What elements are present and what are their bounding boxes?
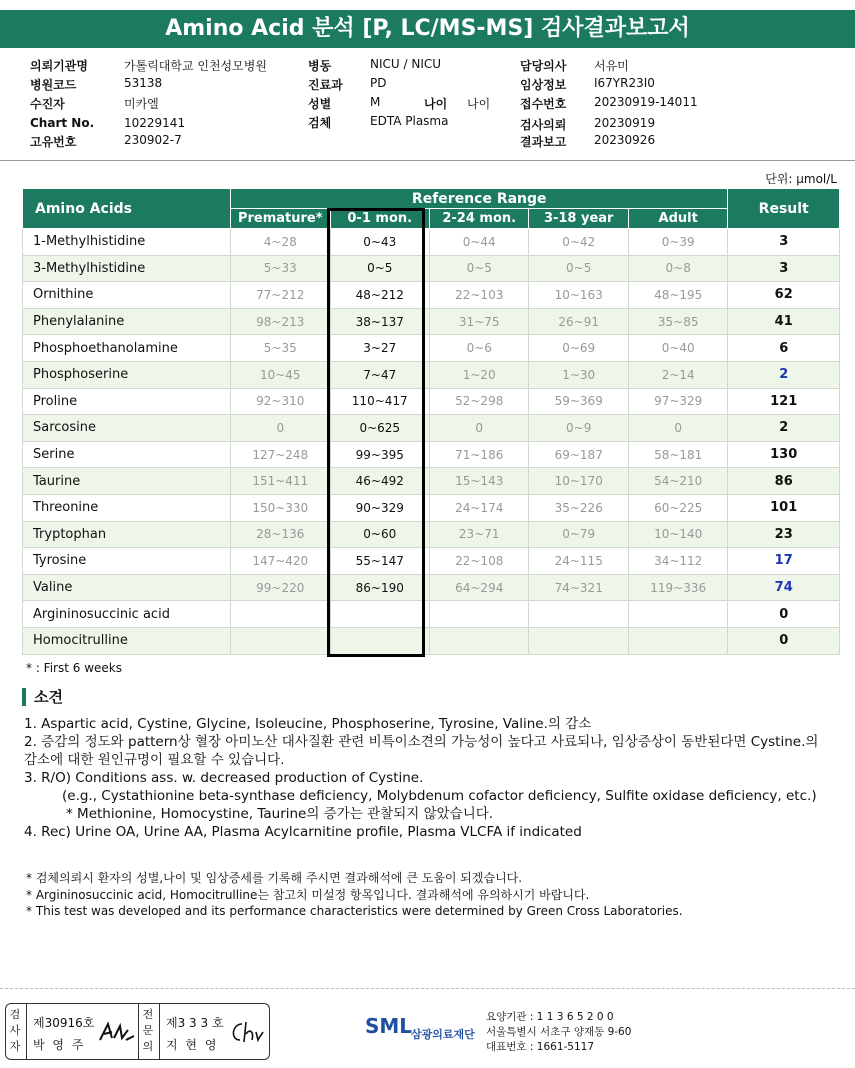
examinee-label: 수진자 bbox=[30, 97, 65, 111]
reference-range-cell: 0~5 bbox=[429, 255, 528, 282]
reference-range-cell: 0 bbox=[628, 415, 727, 442]
lab-logo bbox=[365, 1014, 485, 1044]
reference-range-cell: 92~310 bbox=[231, 388, 330, 415]
reference-range-cell: 110~417 bbox=[330, 388, 429, 415]
reference-range-cell: 46~492 bbox=[330, 468, 429, 495]
amino-acid-name: 1-Methylhistidine bbox=[23, 229, 231, 256]
specimen-label: 검체 bbox=[308, 116, 332, 130]
amino-acid-name: Proline bbox=[23, 388, 231, 415]
examiner-no: 제30916호 bbox=[33, 1016, 95, 1030]
reference-range-cell: 52~298 bbox=[429, 388, 528, 415]
chart-no-label: Chart No. bbox=[30, 116, 95, 130]
amino-acid-name: Taurine bbox=[23, 468, 231, 495]
examinee-value: 미카엘 bbox=[124, 97, 159, 111]
amino-acid-name: Serine bbox=[23, 441, 231, 468]
unit-label: 단위: μmol/L bbox=[765, 172, 837, 186]
report-date-label: 결과보고 bbox=[520, 135, 567, 149]
reference-range-cell: 0~44 bbox=[429, 229, 528, 256]
table-row bbox=[23, 548, 840, 575]
reference-range-cell: 48~212 bbox=[330, 282, 429, 309]
sig-divider bbox=[26, 1004, 27, 1059]
reference-range-cell: 69~187 bbox=[529, 441, 628, 468]
result-cell: 62 bbox=[728, 282, 840, 309]
table-row bbox=[23, 521, 840, 548]
reference-range-cell bbox=[628, 627, 727, 654]
reference-range-cell: 0~9 bbox=[529, 415, 628, 442]
reference-range-cell: 15~143 bbox=[429, 468, 528, 495]
lab-phone: 대표번호 : 1661-5117 bbox=[486, 1041, 595, 1053]
ward-value: NICU / NICU bbox=[370, 57, 442, 71]
request-date-label: 검사의뢰 bbox=[520, 118, 567, 132]
hospital-code-value: 53138 bbox=[124, 76, 163, 90]
specialist-label: 전문의 bbox=[142, 1008, 154, 1053]
header-premature: Premature* bbox=[231, 209, 330, 229]
opinion-line: 감소에 대한 원인규명이 필요할 수 있습니다. bbox=[24, 752, 285, 768]
sig-divider bbox=[159, 1004, 160, 1059]
notes bbox=[26, 870, 683, 920]
opinion-title: 소견 bbox=[22, 688, 63, 706]
reference-range-cell: 119~336 bbox=[628, 574, 727, 601]
reference-range-cell: 64~294 bbox=[429, 574, 528, 601]
table-row bbox=[23, 468, 840, 495]
reference-range-cell: 38~137 bbox=[330, 308, 429, 335]
reference-range-cell: 0~79 bbox=[529, 521, 628, 548]
reference-range-cell: 24~115 bbox=[529, 548, 628, 575]
doctor-value: 서유미 bbox=[594, 59, 629, 73]
reference-range-cell bbox=[529, 601, 628, 628]
patient-info bbox=[0, 50, 855, 160]
footnote: * : First 6 weeks bbox=[26, 661, 122, 675]
reference-range-cell: 0~6 bbox=[429, 335, 528, 362]
reference-range-cell: 3~27 bbox=[330, 335, 429, 362]
amino-acid-name: Tyrosine bbox=[23, 548, 231, 575]
reference-range-cell: 151~411 bbox=[231, 468, 330, 495]
opinion-line: 3. R/O) Conditions ass. w. decreased production of Cystine. bbox=[24, 770, 424, 786]
request-date-value: 20230919 bbox=[594, 116, 656, 130]
reference-range-cell: 71~186 bbox=[429, 441, 528, 468]
reference-range-cell: 99~395 bbox=[330, 441, 429, 468]
reference-range-cell: 0~39 bbox=[628, 229, 727, 256]
highlight-0-1-mon-column bbox=[327, 208, 425, 657]
doctor-label: 담당의사 bbox=[520, 59, 567, 73]
examiner-name: 박 영 주 bbox=[33, 1038, 86, 1052]
header-result: Result bbox=[728, 189, 840, 229]
opinion-line: (e.g., Cystathionine beta-synthase deficiency, Molybdenum cofactor deficiency, Sulfite oxidase deficiency, etc.) bbox=[62, 788, 817, 804]
reference-range-cell: 4~28 bbox=[231, 229, 330, 256]
dept-value: PD bbox=[370, 76, 387, 90]
result-cell: 101 bbox=[728, 494, 840, 521]
reference-range-cell: 10~170 bbox=[529, 468, 628, 495]
age-label: 나이 bbox=[424, 97, 448, 111]
result-cell: 0 bbox=[728, 601, 840, 628]
result-cell: 41 bbox=[728, 308, 840, 335]
header-reference-range: Reference Range bbox=[231, 189, 728, 209]
reference-range-cell: 34~112 bbox=[628, 548, 727, 575]
reference-range-cell: 0~60 bbox=[330, 521, 429, 548]
reference-range-cell: 1~30 bbox=[529, 361, 628, 388]
reference-range-cell: 23~71 bbox=[429, 521, 528, 548]
reference-range-cell: 10~140 bbox=[628, 521, 727, 548]
reference-range-cell: 59~369 bbox=[529, 388, 628, 415]
specialist-name: 지 현 영 bbox=[166, 1038, 219, 1052]
amino-acid-name: 3-Methylhistidine bbox=[23, 255, 231, 282]
reference-range-cell: 55~147 bbox=[330, 548, 429, 575]
reference-range-cell: 10~45 bbox=[231, 361, 330, 388]
result-cell: 3 bbox=[728, 255, 840, 282]
age-value: 나이 bbox=[467, 97, 491, 111]
institution-value: 가톨릭대학교 인천성모병원 bbox=[124, 59, 267, 73]
divider bbox=[0, 160, 855, 161]
amino-acid-name: Valine bbox=[23, 574, 231, 601]
reference-range-cell: 35~226 bbox=[529, 494, 628, 521]
amino-acid-name: Threonine bbox=[23, 494, 231, 521]
reference-range-cell: 74~321 bbox=[529, 574, 628, 601]
opinion-comments bbox=[24, 715, 834, 841]
chart-no-value: 10229141 bbox=[124, 116, 186, 130]
reference-range-cell: 97~329 bbox=[628, 388, 727, 415]
amino-acid-name: Sarcosine bbox=[23, 415, 231, 442]
result-cell: 2 bbox=[728, 361, 840, 388]
reference-range-cell: 0~40 bbox=[628, 335, 727, 362]
table-row bbox=[23, 361, 840, 388]
table-row bbox=[23, 388, 840, 415]
reference-range-cell bbox=[628, 601, 727, 628]
header-0-1-mon: 0-1 mon. bbox=[330, 209, 429, 229]
table-row bbox=[23, 574, 840, 601]
opinion-line: 4. Rec) Urine OA, Urine AA, Plasma Acylcarnitine profile, Plasma VLCFA if indicated bbox=[24, 824, 582, 840]
opinion-line: * Methionine, Homocystine, Taurine의 증가는 관찰되지 않았습니다. bbox=[66, 806, 494, 822]
result-cell: 23 bbox=[728, 521, 840, 548]
reference-range-cell: 99~220 bbox=[231, 574, 330, 601]
lab-code: 요양기관 : 1 1 3 6 5 2 0 0 bbox=[486, 1011, 614, 1023]
header-amino-acids: Amino Acids bbox=[23, 189, 231, 229]
note-line: * 검체의뢰시 환자의 성별,나이 및 임상증세를 기록해 주시면 결과해석에 큰 도움이 되겠습니다. bbox=[26, 871, 523, 885]
sex-value: M bbox=[370, 95, 381, 109]
amino-acid-name: Phosphoethanolamine bbox=[23, 335, 231, 362]
clinical-label: 임상정보 bbox=[520, 78, 567, 92]
table-row bbox=[23, 441, 840, 468]
result-cell: 121 bbox=[728, 388, 840, 415]
reference-range-cell: 7~47 bbox=[330, 361, 429, 388]
result-cell: 74 bbox=[728, 574, 840, 601]
reference-range-cell: 0~69 bbox=[529, 335, 628, 362]
amino-acid-name: Phosphoserine bbox=[23, 361, 231, 388]
report-date-value: 20230926 bbox=[594, 133, 656, 147]
reference-range-cell: 31~75 bbox=[429, 308, 528, 335]
reference-range-cell: 35~85 bbox=[628, 308, 727, 335]
signature-box bbox=[5, 1003, 270, 1060]
reference-range-cell: 22~108 bbox=[429, 548, 528, 575]
reference-range-cell: 5~35 bbox=[231, 335, 330, 362]
specimen-value: EDTA Plasma bbox=[370, 114, 449, 128]
reference-range-cell: 0~42 bbox=[529, 229, 628, 256]
reference-range-cell: 26~91 bbox=[529, 308, 628, 335]
reference-range-cell: 90~329 bbox=[330, 494, 429, 521]
sex-label: 성별 bbox=[308, 97, 332, 111]
reference-range-cell: 1~20 bbox=[429, 361, 528, 388]
opinion-line: 1. Aspartic acid, Cystine, Glycine, Isoleucine, Phosphoserine, Tyrosine, Valine.의 감소 bbox=[24, 716, 592, 732]
lab-info bbox=[486, 1010, 631, 1055]
reference-range-cell: 0 bbox=[231, 415, 330, 442]
table-row bbox=[23, 494, 840, 521]
reference-range-cell: 60~225 bbox=[628, 494, 727, 521]
table-row bbox=[23, 627, 840, 654]
unique-no-label: 고유번호 bbox=[30, 135, 77, 149]
specialist-signature-icon bbox=[228, 1018, 264, 1046]
amino-acid-name: Homocitrulline bbox=[23, 627, 231, 654]
table-row bbox=[23, 255, 840, 282]
hospital-code-label: 병원코드 bbox=[30, 78, 77, 92]
result-cell: 130 bbox=[728, 441, 840, 468]
amino-acid-name: Argininosuccinic acid bbox=[23, 601, 231, 628]
receipt-label: 접수번호 bbox=[520, 97, 567, 111]
reference-range-cell bbox=[231, 601, 330, 628]
result-cell: 0 bbox=[728, 627, 840, 654]
reference-range-cell: 127~248 bbox=[231, 441, 330, 468]
reference-range-cell: 0~8 bbox=[628, 255, 727, 282]
sig-divider bbox=[138, 1004, 139, 1059]
reference-range-cell bbox=[529, 627, 628, 654]
reference-range-cell: 5~33 bbox=[231, 255, 330, 282]
opinion-line: 2. 증감의 정도와 pattern상 혈장 아미노산 대사질환 관련 비특이소견의 가능성이 높다고 사료되나, 임상증상이 동반된다면 Cystine.의 bbox=[24, 734, 819, 750]
examiner-label: 검사자 bbox=[9, 1008, 21, 1053]
reference-range-cell: 22~103 bbox=[429, 282, 528, 309]
table-row bbox=[23, 415, 840, 442]
amino-acid-table bbox=[22, 188, 840, 655]
specialist-no: 제3 3 3 호 bbox=[166, 1016, 224, 1030]
reference-range-cell: 0~5 bbox=[529, 255, 628, 282]
receipt-value: 20230919-14011 bbox=[594, 95, 698, 109]
amino-table-body bbox=[23, 229, 840, 655]
reference-range-cell: 10~163 bbox=[529, 282, 628, 309]
reference-range-cell: 0~5 bbox=[330, 255, 429, 282]
reference-range-cell: 54~210 bbox=[628, 468, 727, 495]
reference-range-cell bbox=[429, 601, 528, 628]
result-cell: 86 bbox=[728, 468, 840, 495]
result-cell: 17 bbox=[728, 548, 840, 575]
clinical-value: I67YR23I0 bbox=[594, 76, 655, 90]
lab-logo-mark: SML bbox=[365, 1014, 413, 1038]
amino-acid-name: Ornithine bbox=[23, 282, 231, 309]
lab-address: 서울특별시 서초구 양재동 9-60 bbox=[486, 1026, 632, 1038]
bottom-divider bbox=[0, 988, 855, 989]
note-line: * This test was developed and its performance characteristics were determined by Green Cross Laboratories. bbox=[26, 904, 683, 918]
reference-range-cell: 0~43 bbox=[330, 229, 429, 256]
reference-range-cell: 48~195 bbox=[628, 282, 727, 309]
reference-range-cell: 150~330 bbox=[231, 494, 330, 521]
reference-range-cell bbox=[429, 627, 528, 654]
report-title: Amino Acid 분석 [P, LC/MS-MS] 검사결과보고서 bbox=[0, 10, 855, 48]
header-3-18-year: 3-18 year bbox=[529, 209, 628, 229]
examiner-signature-icon bbox=[98, 1018, 136, 1046]
reference-range-cell: 28~136 bbox=[231, 521, 330, 548]
reference-range-cell bbox=[231, 627, 330, 654]
amino-acid-name: Phenylalanine bbox=[23, 308, 231, 335]
table-row bbox=[23, 229, 840, 256]
lab-name: 삼광의료재단 bbox=[411, 1028, 475, 1041]
reference-range-cell: 147~420 bbox=[231, 548, 330, 575]
reference-range-cell: 86~190 bbox=[330, 574, 429, 601]
ward-label: 병동 bbox=[308, 59, 332, 73]
note-line: * Argininosuccinic acid, Homocitrulline는 참고치 미설정 항목입니다. 결과해석에 유의하시기 바랍니다. bbox=[26, 887, 590, 902]
result-cell: 2 bbox=[728, 415, 840, 442]
reference-range-cell: 0~625 bbox=[330, 415, 429, 442]
result-cell: 6 bbox=[728, 335, 840, 362]
header-2-24-mon: 2-24 mon. bbox=[429, 209, 528, 229]
amino-acid-name: Tryptophan bbox=[23, 521, 231, 548]
unique-no-value: 230902-7 bbox=[124, 133, 182, 147]
result-cell: 3 bbox=[728, 229, 840, 256]
table-row bbox=[23, 601, 840, 628]
reference-range-cell: 2~14 bbox=[628, 361, 727, 388]
reference-range-cell: 0 bbox=[429, 415, 528, 442]
table-row bbox=[23, 308, 840, 335]
reference-range-cell: 58~181 bbox=[628, 441, 727, 468]
reference-range-cell: 98~213 bbox=[231, 308, 330, 335]
institution-label: 의뢰기관명 bbox=[30, 59, 88, 73]
dept-label: 진료과 bbox=[308, 78, 343, 92]
table-row bbox=[23, 335, 840, 362]
table-row bbox=[23, 282, 840, 309]
header-adult: Adult bbox=[628, 209, 727, 229]
reference-range-cell: 77~212 bbox=[231, 282, 330, 309]
reference-range-cell: 24~174 bbox=[429, 494, 528, 521]
